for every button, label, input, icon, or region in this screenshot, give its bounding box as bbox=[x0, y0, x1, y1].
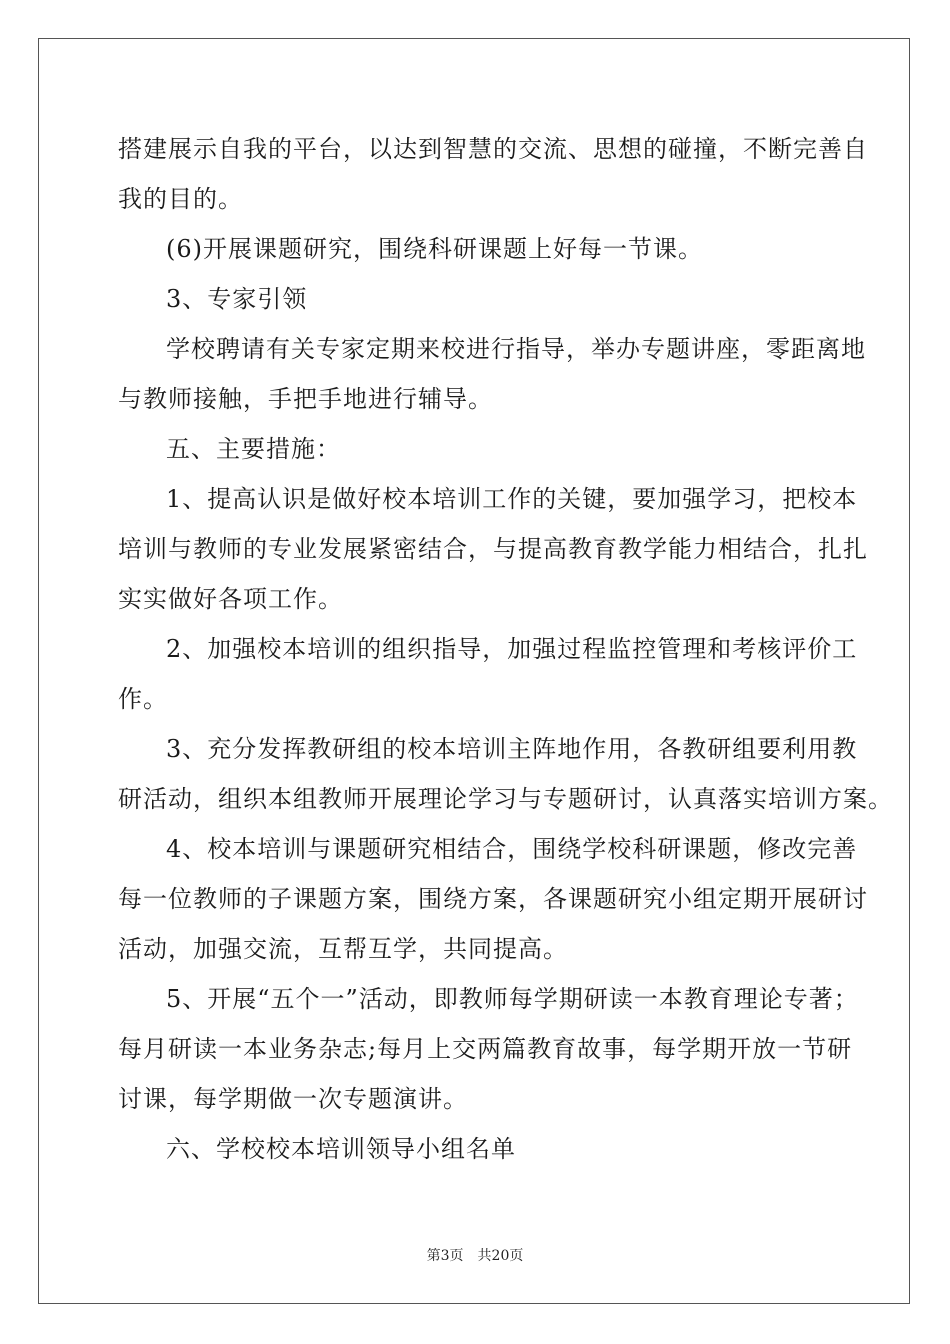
text-line: 3、专家引领 bbox=[166, 285, 308, 313]
text-line: 与教师接触，手把手地进行辅导。 bbox=[118, 385, 493, 413]
text-line: 2、加强校本培训的组织指导，加强过程监控管理和考核评价工 bbox=[166, 635, 858, 663]
text-line: 活动，加强交流，互帮互学，共同提高。 bbox=[118, 935, 568, 963]
text-line: 1、提高认识是做好校本培训工作的关键，要加强学习，把校本 bbox=[166, 485, 858, 513]
text-line: 3、充分发挥教研组的校本培训主阵地作用，各教研组要利用教 bbox=[166, 735, 858, 763]
text-line: (6)开展课题研究，围绕科研课题上好每一节课。 bbox=[166, 235, 703, 263]
text-line: 5、开展“五个一”活动，即教师每学期研读一本教育理论专著； bbox=[166, 985, 859, 1013]
text-line: 每月研读一本业务杂志;每月上交两篇教育故事，每学期开放一节研 bbox=[118, 1035, 853, 1063]
text-line: 作。 bbox=[118, 685, 168, 713]
text-line: 五、主要措施： bbox=[166, 435, 341, 463]
text-line: 培训与教师的专业发展紧密结合，与提高教育教学能力相结合，扎扎 bbox=[118, 535, 868, 563]
text-line: 研活动，组织本组教师开展理论学习与专题研讨，认真落实培训方案。 bbox=[118, 785, 893, 813]
text-line: 讨课，每学期做一次专题演讲。 bbox=[118, 1085, 468, 1113]
page-number: 第3页 共20页 bbox=[426, 1248, 524, 1264]
text-line: 实实做好各项工作。 bbox=[118, 585, 343, 613]
text-line: 每一位教师的子课题方案，围绕方案，各课题研究小组定期开展研讨 bbox=[118, 885, 868, 913]
text-line: 我的目的。 bbox=[118, 185, 243, 213]
text-line: 4、校本培训与课题研究相结合，围绕学校科研课题，修改完善 bbox=[166, 835, 858, 863]
text-line: 六、学校校本培训领导小组名单 bbox=[166, 1135, 516, 1163]
text-line: 学校聘请有关专家定期来校进行指导，举办专题讲座，零距离地 bbox=[166, 335, 866, 363]
text-line: 搭建展示自我的平台，以达到智慧的交流、思想的碰撞，不断完善自 bbox=[118, 135, 868, 163]
